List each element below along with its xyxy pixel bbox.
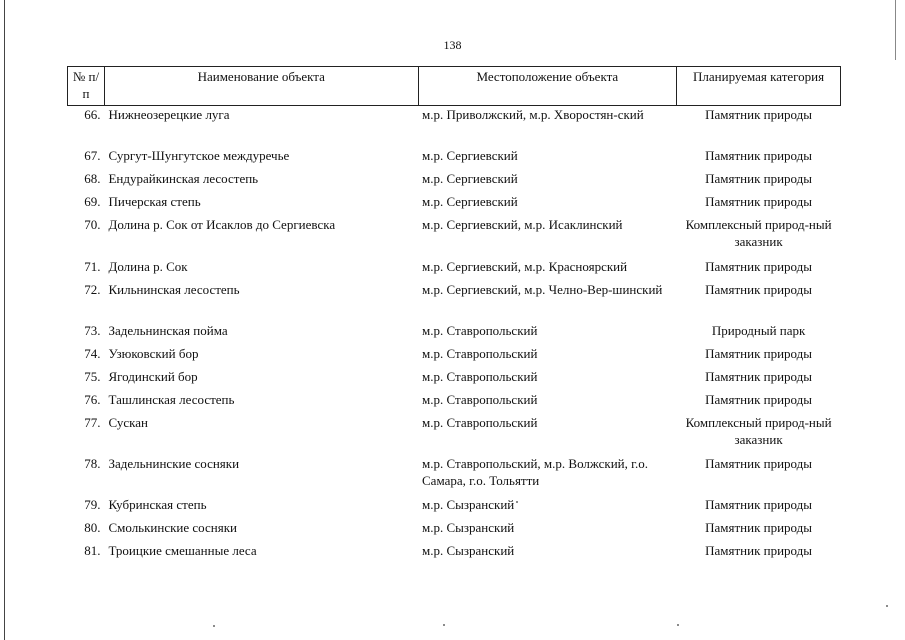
row-location: м.р. Ставропольский [422,414,538,430]
row-name: Сургут-Шунгутское междуречье [108,147,290,163]
table-row [68,519,841,542]
row-num: 72. [84,281,101,297]
row-name: Долина р. Сок [108,258,188,274]
table-row [68,368,841,391]
table-row [68,106,841,147]
row-category: Памятник природы [705,519,813,535]
row-category: Памятник природы [705,107,813,122]
row-num: 67. [84,147,101,163]
row-location: м.р. Ставропольский [422,368,538,384]
row-num: 78. [84,455,101,471]
row-category: Памятник природы [705,147,813,163]
row-location: м.р. Ставропольский [422,345,538,361]
objects-table [67,66,841,565]
row-location: м.р. Сергиевский, м.р. Исаклинский [422,216,623,232]
row-num: 68. [84,170,101,186]
row-name: Долина р. Сок от Исаклов до Сергиевска [108,216,336,232]
header-location: Местоположение объекта [418,67,677,106]
row-category: Комплексный природ-ный заказник [685,414,832,447]
row-num: 79. [84,496,101,512]
row-location: м.р. Сергиевский, м.р. Красноярский [422,258,628,274]
row-category: Памятник природы [705,258,813,274]
row-name: Троицкие смешанные леса [108,542,257,558]
row-name: Задельнинская пойма [108,322,228,338]
scan-speck [886,605,888,607]
header-category: Планируемая категория [677,67,841,106]
table-header-row [68,67,841,106]
row-num: 71. [84,258,101,274]
row-category: Природный парк [711,322,806,338]
row-location: м.р. Ставропольский [422,322,538,338]
row-category: Памятник природы [705,496,813,512]
table-row [68,193,841,216]
table-row [68,345,841,368]
row-location: м.р. Сергиевский [422,170,518,186]
row-category: Памятник природы [705,193,813,209]
row-num: 66. [84,107,101,122]
row-category: Памятник природы [705,170,813,186]
table-row [68,496,841,519]
page-number: 138 [443,38,462,52]
row-name: Задельнинские сосняки [108,455,240,471]
row-location: м.р. Сергиевский [422,147,518,163]
row-location: м.р. Приволжский, м.р. Хворостян-ский [422,107,644,122]
row-category: Памятник природы [705,368,813,384]
row-name: Пичерская степь [108,193,201,209]
header-name: Наименование объекта [104,67,418,106]
table-row [68,281,841,322]
row-location: м.р. Ставропольский, м.р. Волжский, г.о. Самара, г.о. Тольятти [422,455,649,488]
row-num: 69. [84,193,101,209]
row-category: Памятник природы [705,455,813,471]
row-num: 73. [84,322,101,338]
table-row [68,170,841,193]
row-num: 80. [84,519,101,535]
row-location: м.р. Сызранский [422,519,515,535]
row-location: м.р. Сызранский [422,542,515,558]
table-row [68,455,841,496]
row-name: Узюковский бор [108,345,199,361]
table-row [68,147,841,170]
row-num: 70. [84,216,101,232]
table-row [68,391,841,414]
scan-speck [213,625,215,627]
row-num: 81. [84,542,101,558]
row-name: Сускан [108,414,148,430]
row-name: Кильнинская лесостепь [108,281,240,297]
row-location: м.р. Сергиевский, м.р. Челно-Вер-шинский [422,281,663,297]
row-name: Нижнеозерецкие луга [108,107,230,122]
scan-speck [443,624,445,626]
header-num: № п/п [68,67,105,106]
table-row [68,258,841,281]
row-category: Памятник природы [705,281,813,297]
row-name: Смолькинские сосняки [108,519,237,535]
row-name: Ягодинский бор [108,368,198,384]
row-name: Кубринская степь [108,496,207,512]
row-category: Памятник природы [705,391,813,407]
row-category: Памятник природы [705,542,813,558]
row-location: м.р. Ставропольский [422,391,538,407]
row-num: 74. [84,345,101,361]
row-name: Ендурайкинская лесостепь [108,170,259,186]
scan-speck [677,624,679,626]
row-num: 77. [84,414,101,430]
row-location: м.р. Сызранский [422,496,515,512]
row-num: 75. [84,368,101,384]
scan-speck [516,501,518,503]
table-row [68,542,841,565]
table-row [68,322,841,345]
row-category: Комплексный природ-ный заказник [685,216,832,249]
row-name: Ташлинская лесостепь [108,391,235,407]
table-row [68,216,841,258]
table-row [68,414,841,455]
row-num: 76. [84,391,101,407]
scan-edge-left [4,0,5,640]
row-location: м.р. Сергиевский [422,193,518,209]
row-category: Памятник природы [705,345,813,361]
